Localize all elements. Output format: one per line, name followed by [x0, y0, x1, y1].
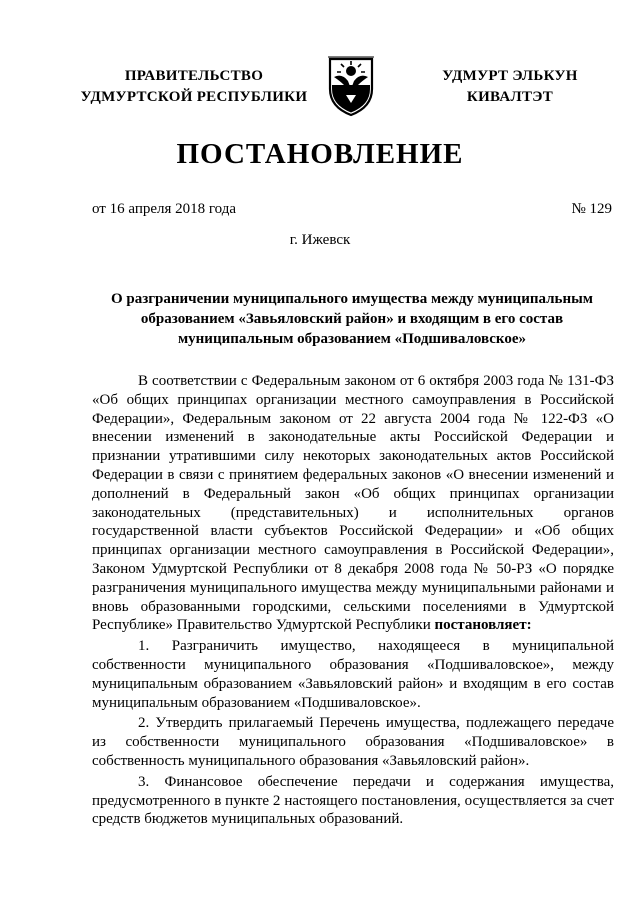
- subject-line-2: образованием «Завьяловский район» и входящим в его состав: [140, 311, 564, 327]
- document-date: от 16 апреля 2018 года: [92, 201, 237, 217]
- document-body: [92, 372, 614, 829]
- item-2-paragraph: 2. Утвердить прилагаемый Перечень имущества, подлежащего передаче из собственности муниципального образования «Подшиваловское» в собственность муниципального образования «Завьяловский район».: [92, 715, 614, 769]
- header-right-line1: УДМУРТ ЭЛЬКУН: [442, 68, 578, 84]
- header-left-line2: УДМУРТСКОЙ РЕСПУБЛИКИ: [80, 89, 308, 105]
- item-1-paragraph: 1. Разграничить имущество, находящееся в муниципальной собственности муниципального образования «Подшиваловское», между муниципальным образованием «Завьяловский район» и входящим в его состав муниципальным образованием «Подшиваловское».: [92, 638, 614, 711]
- item-3-paragraph: 3. Финансовое обеспечение передачи и содержания имущества, предусмотренного в пункте 2 настоящего постановления, осуществляется за счет средств бюджетов муниципальных образований.: [92, 773, 614, 828]
- document-subject: [92, 289, 612, 349]
- resolves-word: постановляет:: [434, 617, 532, 634]
- header-left-line1: ПРАВИТЕЛЬСТВО: [124, 68, 264, 84]
- document-city: г. Ижевск: [289, 232, 351, 248]
- document-number: № 129: [571, 201, 612, 217]
- intro-text: В соответствии с Федеральным законом от 6 октября 2003 года № 131-ФЗ «Об общих принципах организации местного самоуправления в Российской Федерации», Федеральным законом от 22 августа 2004 года № 122-ФЗ «О внесении изменений в законодательные акты Российской Федерации и признании утратившими силу некоторых законодательных актов Российской Федерации в связи с принятием федеральных законов «О внесении изменений и дополнений в Федеральный закон «Об общих принципах организации законодательных (представительных) и исполнительных органов государственной власти субъектов Российской Федерации» и «Об общих принципах организации местного самоуправления в Российской Федерации», Законом Удмуртской Республики от 8 декабря 2008 года № 50-РЗ «О порядке разграничения муниципального имущества между муниципальными районами и вновь образованными городскими, сельскими поселениями в Удмуртской Республике» Правительство Удмуртской Республики: [92, 373, 614, 634]
- header-right-line2: КИВАЛТЭТ: [466, 89, 554, 105]
- coat-of-arms-icon: [326, 55, 376, 117]
- subject-line-1: О разграничении муниципального имущества между муниципальным: [110, 291, 594, 307]
- document-title: ПОСТАНОВЛЕНИЕ: [176, 138, 464, 170]
- subject-line-3: муниципальным образованием «Подшиваловское»: [177, 331, 527, 347]
- intro-paragraph: [92, 372, 614, 635]
- header-left: [78, 66, 310, 108]
- header-right: [420, 66, 600, 108]
